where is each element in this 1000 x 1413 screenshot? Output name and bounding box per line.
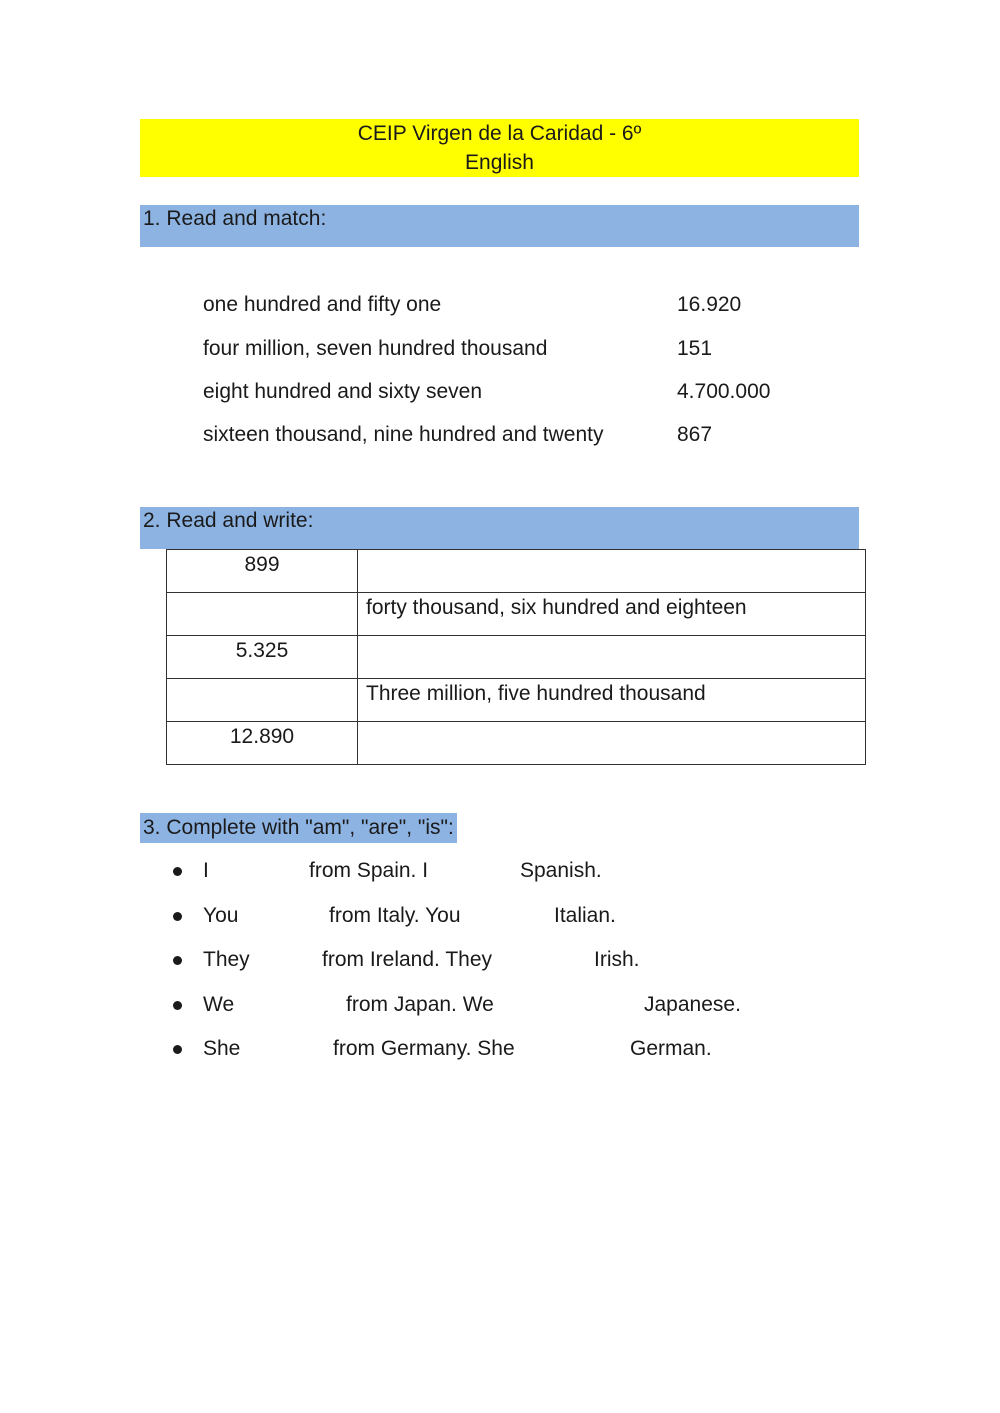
match-row xyxy=(0,290,1000,320)
bullet-icon xyxy=(173,1045,182,1054)
subject-name: English xyxy=(465,151,534,174)
table-row xyxy=(167,636,866,679)
item-subject: You xyxy=(203,904,239,927)
number-cell[interactable]: 12.890 xyxy=(167,722,358,765)
match-number: 151 xyxy=(677,337,713,360)
bullet-icon xyxy=(173,956,182,965)
table-row xyxy=(167,679,866,722)
match-phrase: one hundred and fifty one xyxy=(203,293,442,316)
words-cell[interactable] xyxy=(358,722,866,765)
section-2-bar xyxy=(140,507,859,549)
words-cell[interactable] xyxy=(358,550,866,593)
bullet-icon xyxy=(173,1001,182,1010)
item-subject: They xyxy=(203,948,250,971)
worksheet-title-box xyxy=(140,119,859,177)
number-cell[interactable] xyxy=(167,679,358,722)
item-end: Japanese. xyxy=(644,993,741,1016)
match-number: 16.920 xyxy=(677,293,742,316)
match-number: 867 xyxy=(677,423,713,446)
item-end: Italian. xyxy=(554,904,616,927)
item-middle: from Spain. I xyxy=(309,859,429,882)
number-cell[interactable] xyxy=(167,593,358,636)
bullet-icon xyxy=(173,867,182,876)
list-item xyxy=(0,945,1000,975)
match-row xyxy=(0,334,1000,364)
words-cell[interactable]: Three million, five hundred thousand xyxy=(358,679,866,722)
number-cell[interactable]: 899 xyxy=(167,550,358,593)
match-phrase: sixteen thousand, nine hundred and twenty xyxy=(203,423,604,446)
item-middle: from Germany. She xyxy=(333,1037,515,1060)
table-row xyxy=(167,722,866,765)
list-item xyxy=(0,1034,1000,1064)
table-row xyxy=(167,550,866,593)
section-1-bar xyxy=(140,205,859,247)
item-subject: We xyxy=(203,993,235,1016)
table-row xyxy=(167,593,866,636)
section-2-heading: 2. Read and write: xyxy=(143,509,314,532)
bullet-icon xyxy=(173,912,182,921)
list-item xyxy=(0,901,1000,931)
list-item xyxy=(0,856,1000,886)
match-phrase: four million, seven hundred thousand xyxy=(203,337,548,360)
match-phrase: eight hundred and sixty seven xyxy=(203,380,483,403)
match-number: 4.700.000 xyxy=(677,380,771,403)
list-item xyxy=(0,990,1000,1020)
school-name: CEIP Virgen de la Caridad - 6º xyxy=(357,122,642,145)
match-row xyxy=(0,377,1000,407)
item-end: Irish. xyxy=(594,948,640,971)
section-3-heading: 3. Complete with "am", "are", "is": xyxy=(140,813,457,843)
words-cell[interactable] xyxy=(358,636,866,679)
words-cell[interactable]: forty thousand, six hundred and eighteen xyxy=(358,593,866,636)
read-write-table xyxy=(166,549,866,765)
item-subject: I xyxy=(203,859,209,882)
match-row xyxy=(0,420,1000,450)
item-end: Spanish. xyxy=(520,859,602,882)
item-end: German. xyxy=(630,1037,712,1060)
section-1-heading: 1. Read and match: xyxy=(143,207,327,230)
number-cell[interactable]: 5.325 xyxy=(167,636,358,679)
item-middle: from Japan. We xyxy=(346,993,494,1016)
item-subject: She xyxy=(203,1037,241,1060)
item-middle: from Italy. You xyxy=(329,904,461,927)
item-middle: from Ireland. They xyxy=(322,948,493,971)
